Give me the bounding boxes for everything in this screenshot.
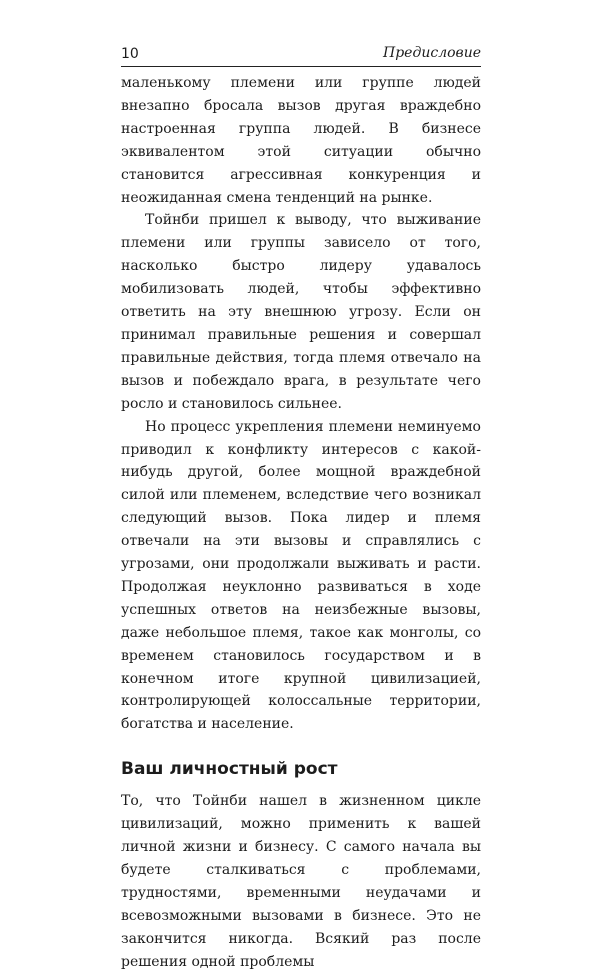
body-text: [121, 72, 481, 974]
page-number: 10: [121, 46, 139, 62]
page-header: [121, 40, 481, 67]
running-head-title: Предисловие: [383, 45, 481, 61]
paragraph-tribe-growth: Но процесс укрепления племени неминуемо приводил к конфликту интересов с какой-нибудь другой, более мощной враждебной силой или племенем, вследствие чего возникал следующий вызов. Пока лидер и племя отвечали на эти вызовы и справлялись с угрозами, они продолжали выживать и расти. Продолжая неуклонно развиваться в ходе успешных ответов на неизбежные вызовы, даже небольшое племя, такое как монголы, со временем становилось государством и в конечном итоге крупной цивилизацией, контролирующей колоссальные территории, богатства и население.: [121, 418, 481, 733]
paragraph-continuation: маленькому племени или группе людей внезапно бросала вызов другая враждебно настроенная группа людей. В бизнесе эквивалентом этой ситуации обычно становится агрессивная конкуренция и неожиданная смена тенденций на рынке.: [121, 75, 481, 206]
book-page: [121, 40, 481, 970]
section-heading: Ваш личностный рост: [121, 759, 338, 780]
paragraph-personal-growth: То, что Тойнби нашел в жизненном цикле цивилизаций, можно применить к вашей личной жизни и бизнесу. С самого начала вы будете сталкиваться с проблемами, трудностями, временными неудачами и всевозможными вызовами в бизнесе. Это не закончится никогда. Всякий раз после решения одной проблемы: [121, 793, 481, 970]
paragraph-toynbee-conclusion: Тойнби пришел к выводу, что выживание племени или группы зависело от того, насколько быстро лидеру удавалось мобилизовать людей, чтобы эффективно ответить на эту внешнюю угрозу. Если он принимал правильные решения и совершал правильные действия, тогда племя отвечало на вызов и побеждало врага, в результате чего росло и становилось сильнее.: [121, 212, 481, 412]
